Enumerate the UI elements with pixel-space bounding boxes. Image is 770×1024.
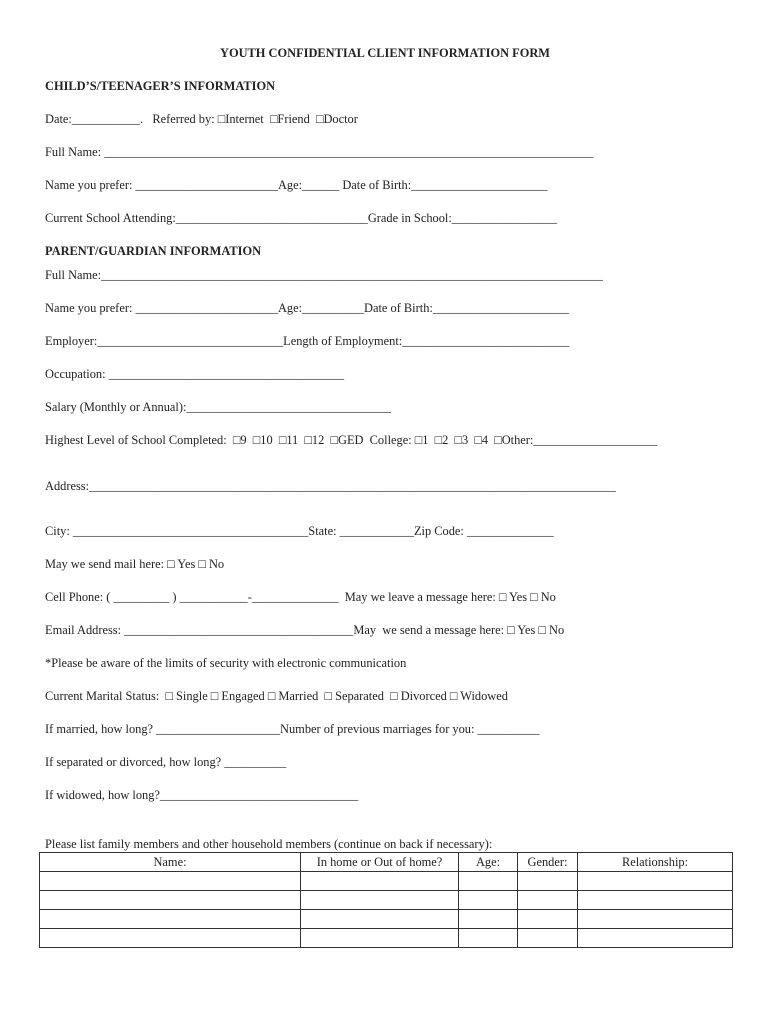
family-list-instruction: Please list family members and other household members (continue on back if necessary):	[45, 837, 493, 851]
cell-in-home[interactable]	[301, 910, 459, 929]
cell-gender[interactable]	[518, 891, 578, 910]
child-school-line[interactable]: Current School Attending:_______________________________Grade in School:_________________	[45, 211, 558, 225]
cell-in-home[interactable]	[301, 891, 459, 910]
cell-name[interactable]	[40, 910, 301, 929]
header-name: Name:	[40, 853, 301, 872]
marital-status-line[interactable]: Current Marital Status: □ Single □ Engaged □ Married □ Separated □ Divorced □ Widowed	[45, 689, 508, 703]
form-title: YOUTH CONFIDENTIAL CLIENT INFORMATION FORM	[220, 46, 550, 60]
table-row	[40, 891, 733, 910]
child-full-name-line[interactable]: Full Name: _______________________________________________________________________________	[45, 145, 594, 159]
parent-email-line[interactable]: Email Address: _____________________________________May we send a message here: □ Yes □ No	[45, 623, 565, 637]
parent-employer-line[interactable]: Employer:______________________________Length of Employment:___________________________	[45, 334, 570, 348]
cell-gender[interactable]	[518, 910, 578, 929]
cell-relationship[interactable]	[578, 872, 733, 891]
cell-age[interactable]	[459, 891, 518, 910]
parent-occupation-line[interactable]: Occupation: ______________________________________	[45, 367, 345, 381]
cell-age[interactable]	[459, 872, 518, 891]
header-age: Age:	[459, 853, 518, 872]
parent-address-line[interactable]: Address:_____________________________________________________________________________________	[45, 479, 616, 493]
header-in-home: In home or Out of home?	[301, 853, 459, 872]
table-row	[40, 929, 733, 948]
cell-name[interactable]	[40, 872, 301, 891]
child-date-referral-line[interactable]: Date:___________. Referred by: □Internet □Friend □Doctor	[45, 112, 358, 126]
table-row	[40, 872, 733, 891]
cell-relationship[interactable]	[578, 891, 733, 910]
parent-full-name-line[interactable]: Full Name:_________________________________________________________________________________	[45, 268, 603, 282]
cell-age[interactable]	[459, 910, 518, 929]
cell-name[interactable]	[40, 891, 301, 910]
parent-salary-line[interactable]: Salary (Monthly or Annual):_________________________________	[45, 400, 391, 414]
family-table-header-row	[40, 853, 733, 872]
cell-age[interactable]	[459, 929, 518, 948]
child-preferred-name-line[interactable]: Name you prefer: _______________________Age:______ Date of Birth:______________________	[45, 178, 548, 192]
security-notice: *Please be aware of the limits of security with electronic communication	[45, 656, 407, 670]
parent-cell-phone-line[interactable]: Cell Phone: ( _________ ) ___________-______________ May we leave a message here: □ Yes □ No	[45, 590, 556, 604]
cell-relationship[interactable]	[578, 910, 733, 929]
parent-city-state-zip-line[interactable]: City: ______________________________________State: ____________Zip Code: ______________	[45, 524, 554, 538]
cell-relationship[interactable]	[578, 929, 733, 948]
cell-in-home[interactable]	[301, 929, 459, 948]
parent-education-line[interactable]: Highest Level of School Completed: □9 □10 □11 □12 □GED College: □1 □2 □3 □4 □Other:____________________	[45, 433, 658, 447]
cell-gender[interactable]	[518, 929, 578, 948]
table-row	[40, 910, 733, 929]
married-duration-line[interactable]: If married, how long? ____________________Number of previous marriages for you: __________	[45, 722, 540, 736]
widowed-duration-line[interactable]: If widowed, how long?________________________________	[45, 788, 359, 802]
family-members-table	[39, 852, 733, 948]
parent-section-heading: PARENT/GUARDIAN INFORMATION	[45, 244, 262, 258]
parent-mail-consent-line[interactable]: May we send mail here: □ Yes □ No	[45, 557, 225, 571]
separated-duration-line[interactable]: If separated or divorced, how long? __________	[45, 755, 287, 769]
parent-preferred-name-line[interactable]: Name you prefer: _______________________Age:__________Date of Birth:______________________	[45, 301, 570, 315]
cell-gender[interactable]	[518, 872, 578, 891]
child-section-heading: CHILD’S/TEENAGER’S INFORMATION	[45, 79, 276, 93]
header-gender: Gender:	[518, 853, 578, 872]
cell-name[interactable]	[40, 929, 301, 948]
cell-in-home[interactable]	[301, 872, 459, 891]
header-relationship: Relationship:	[578, 853, 733, 872]
